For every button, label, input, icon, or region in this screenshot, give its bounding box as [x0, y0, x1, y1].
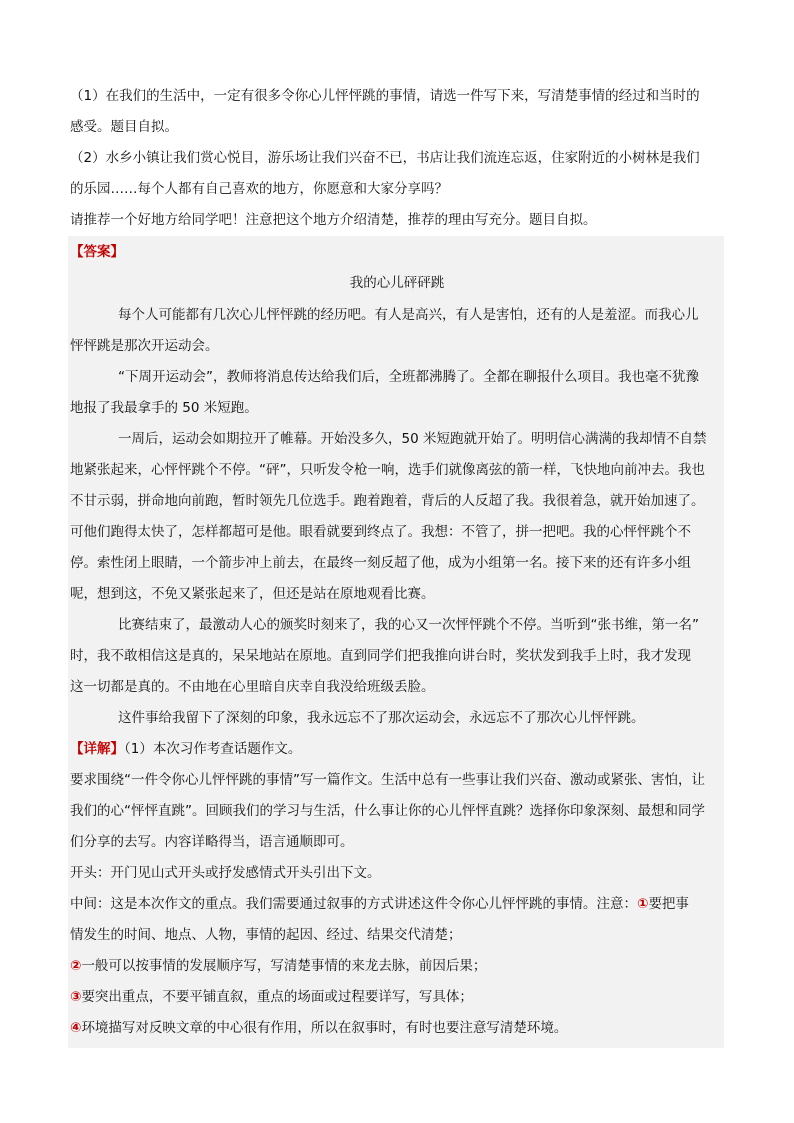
essay-line: 呢，想到这，不免又紧张起来了，但还是站在原地观看比赛。 — [70, 586, 435, 602]
essay-line: 时，我不敢相信这是真的，呆呆地站在原地。直到同学们把我推向讲台时，奖状发到我手上时，我才发现 — [70, 648, 691, 664]
essay-line: 比赛结束了，最激动人心的颁奖时刻来了，我的心又一次怦怦跳个不停。当听到“张书维，第一名” — [118, 617, 699, 633]
essay-line: 怦怦跳是那次开运动会。 — [70, 338, 219, 354]
essay-title: 我的心儿砰砰跳 — [349, 275, 445, 291]
prompt-2-line-1: （2）水乡小镇让我们赏心悦目，游乐场让我们兴奋不已，书店让我们流连忘返，住家附近的小树林是我们 — [70, 150, 700, 166]
essay-line: “下周开运动会”，教师将消息传达给我们后，全班都沸腾了。全都在聊报什么项目。我也毫不犹豫 — [118, 369, 699, 385]
essay-line: 地紧张起来，心怦怦跳个不停。“砰”，只听发令枪一响，选手们就像离弦的箭一样，飞快地向前冲去。我也 — [70, 462, 705, 478]
analysis-middle-text: 中间：这是本次作文的重点。我们需要通过叙事的方式讲述这件令你心儿怦怦跳的事情。注意： — [70, 896, 637, 912]
essay-line: 这一切都是真的。不由地在心里暗自庆幸自我没给班级丢脸。 — [70, 679, 435, 695]
analysis-line: 们分享的去写。内容详略得当，语言通顺即可。 — [70, 834, 354, 850]
analysis-line: 情发生的时间、地点、人物，事情的起因、经过、结果交代清楚； — [70, 927, 462, 943]
essay-line: 这件事给我留下了深刻的印象，我永远忘不了那次运动会，永远忘不了那次心儿怦怦跳。 — [118, 710, 645, 726]
essay-line: 可他们跑得太快了，怎样都超可是他。眼看就要到终点了。我想：不管了，拼一把吧。我的心怦怦跳个不 — [70, 524, 691, 540]
essay-line: 一周后，运动会如期拉开了帷幕。开始没多久，50 米短跑就开始了。明明信心满满的我却情不自禁 — [118, 431, 707, 447]
essay-line: 停。索性闭上眼睛，一个箭步冲上前去，在最终一刻反超了他，成为小组第一名。接下来的还有许多小组 — [70, 555, 691, 571]
marker-4-text: 环境描写对反映文章的中心很有作用，所以在叙事时，有时也要注意写清楚环境。 — [81, 1020, 568, 1036]
marker-3-text: 要突出重点，不要平铺直叙，重点的场面或过程要详写，写具体； — [81, 989, 473, 1005]
essay-line: 不甘示弱，拼命地向前跑，暂时领先几位选手。跑着跑着，背后的人反超了我。我很着急，就开始加速了。 — [70, 493, 705, 509]
analysis-point-4 — [70, 1018, 567, 1038]
analysis-line: 我们的心“怦怦直跳”。回顾我们的学习与生活，什么事让你的心儿怦怦直跳？选择你印象深刻、最想和同学 — [70, 803, 705, 819]
marker-3: ③ — [70, 989, 82, 1005]
answer-tag: 【答案】 — [70, 244, 124, 260]
prompt-1-line-2: 感受。题目自拟。 — [70, 119, 178, 135]
analysis-tag: 【详解】 — [70, 741, 124, 757]
marker-2-text: 一般可以按事情的发展顺序写，写清楚事情的来龙去脉，前因后果； — [81, 958, 487, 974]
marker-1-text: 要把事 — [648, 896, 689, 912]
analysis-first: （1）本次习作考查话题作文。 — [124, 741, 302, 757]
marker-4: ④ — [70, 1020, 82, 1036]
marker-1: ① — [637, 896, 649, 912]
analysis-line: 开头：开门见山式开头或抒发感情式开头引出下文。 — [70, 865, 381, 881]
prompt-1-line-1: （1）在我们的生活中，一定有很多令你心儿怦怦跳的事情，请选一件写下来，写清楚事情的经过和当时的 — [70, 88, 700, 104]
analysis-point-3 — [70, 987, 473, 1007]
essay-line: 地报了我最拿手的 50 米短跑。 — [70, 400, 258, 416]
marker-2: ② — [70, 958, 82, 974]
essay-line: 每个人可能都有几次心儿怦怦跳的经历吧。有人是高兴，有人是害怕，还有的人是羞涩。而我心儿 — [118, 307, 699, 323]
analysis-line-middle — [70, 894, 689, 914]
analysis-heading — [70, 739, 301, 759]
prompt-2-line-2: 的乐园……每个人都有自己喜欢的地方，你愿意和大家分享吗？ — [70, 181, 448, 197]
analysis-line: 要求围绕“一件令你心儿怦怦跳的事情”写一篇作文。生活中总有一些事让我们兴奋、激动或紧张、害怕，让 — [70, 772, 705, 788]
analysis-point-2 — [70, 956, 486, 976]
prompt-2-line-3: 请推荐一个好地方给同学吧！注意把这个地方介绍清楚，推荐的理由写充分。题目自拟。 — [70, 212, 597, 228]
